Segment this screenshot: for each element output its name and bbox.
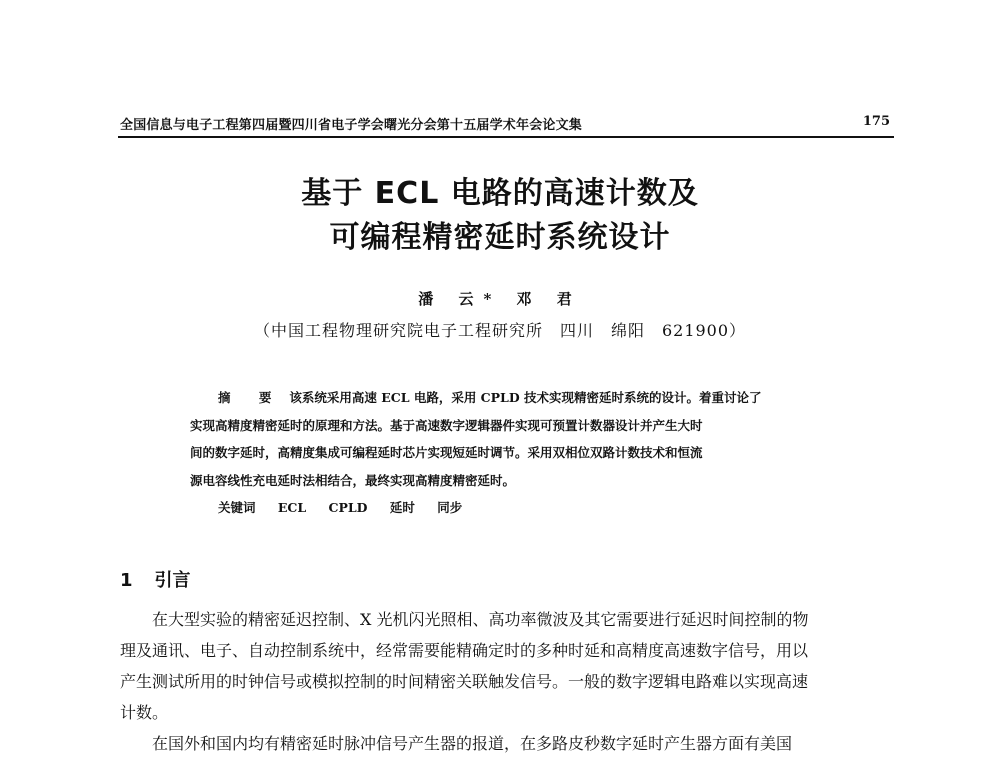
paragraph-line: 产生测试所用的时钟信号或模拟控制的时间精密关联触发信号。一般的数字逻辑电路难以实现高速	[120, 672, 809, 691]
section-heading	[120, 566, 191, 592]
abstract-text: 该系统采用高速 ECL 电路，采用 CPLD 技术实现精密延时系统的设计。着重讨论了	[289, 390, 762, 405]
running-header	[118, 114, 894, 138]
abstract-label: 摘 要	[218, 390, 284, 405]
abstract-line: 实现高精度精密延时的原理和方法。基于高速数字逻辑器件实现可预置计数器设计并产生大时	[190, 417, 703, 433]
page-number: 175	[862, 114, 890, 129]
paragraph-line: 理及通讯、电子、自动控制系统中，经常需要能精确定时的多种时延和高精度高速数字信号，用以	[120, 641, 809, 660]
abstract-line: 间的数字延时，高精度集成可编程延时芯片实现短延时调节。采用双相位双路计数技术和恒流	[190, 445, 703, 460]
abstract	[190, 384, 830, 522]
keyword: ECL	[277, 500, 307, 515]
keywords	[218, 494, 830, 522]
abstract-line: 源电容线性充电延时法相结合，最终实现高精度精密延时。	[190, 472, 516, 488]
section-title: 引言	[154, 570, 191, 591]
keyword: 同步	[437, 500, 463, 515]
keyword: CPLD	[328, 500, 368, 515]
paragraph-line: 在国外和国内均有精密延时脉冲信号产生器的报道，在多路皮秒数字延时产生器方面有美国	[152, 734, 793, 753]
paragraph-line: 计数。	[120, 703, 169, 722]
paper-title-line-1: 基于 ECL 电路的高速计数及	[301, 176, 699, 211]
body-text	[120, 604, 890, 759]
keywords-label: 关键词	[218, 500, 256, 515]
keyword: 延时	[389, 500, 415, 515]
abstract-line	[190, 384, 830, 412]
authors: 潘 云* 邓 君	[418, 290, 582, 308]
paper-title-line-2: 可编程精密延时系统设计	[329, 220, 671, 255]
section-number: 1	[120, 570, 133, 591]
proceedings-title: 全国信息与电子工程第四届暨四川省电子学会曙光分会第十五届学术年会论文集	[120, 118, 583, 133]
paragraph-line: 在大型实验的精密延迟控制、X 光机闪光照相、高功率微波及其它需要进行延迟时间控制的物	[152, 610, 809, 629]
affiliation: （中国工程物理研究院电子工程研究所 四川 绵阳 621900）	[253, 321, 747, 340]
